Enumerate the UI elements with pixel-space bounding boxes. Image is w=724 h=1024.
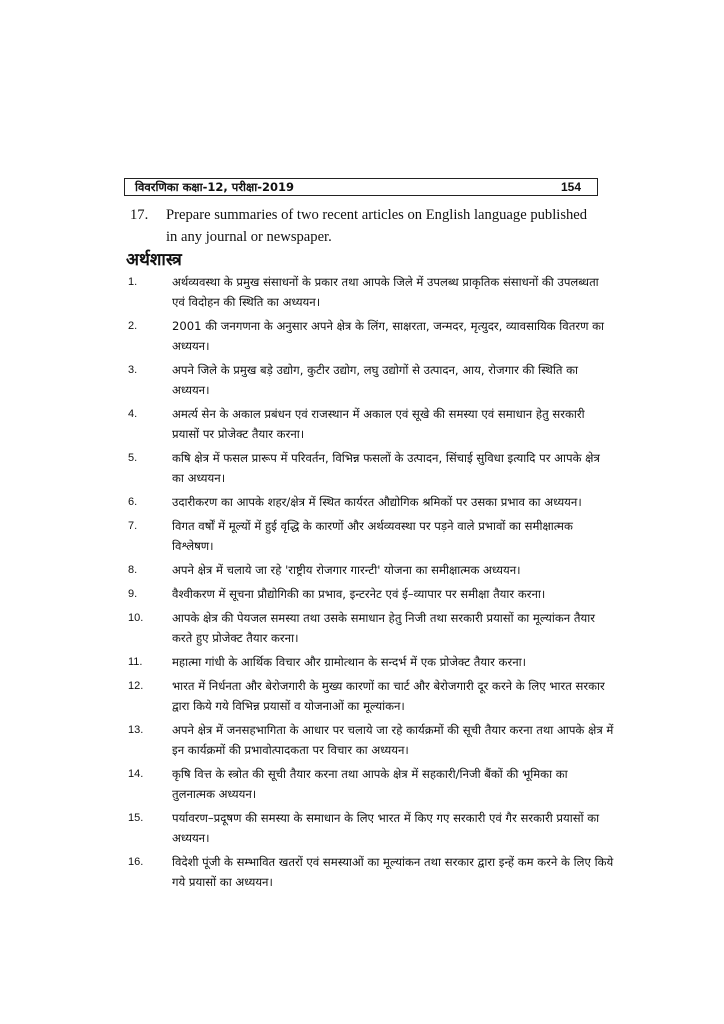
list-item: [128, 808, 614, 848]
question-text: पर्यावरण–प्रदूषण की समस्या के समाधान के लिए भारत में किए गए सरकारी एवं गैर सरकारी प्रयासों का अध्ययन।: [172, 811, 600, 845]
question-text: Prepare summaries of two recent articles on English language published in any journal or newspaper.: [166, 207, 588, 245]
question-number: 2.: [128, 320, 138, 332]
list-item: [128, 272, 614, 312]
question-text: अपने क्षेत्र में जनसहभागिता के आधार पर चलाये जा रहे कार्यक्रमों की सूची तैयार करना तथा आपके क्षेत्र में इन कार्यक्रमों की प्रभावोत्पादकता पर विचार का अध्ययन।: [172, 723, 614, 757]
question-number: 16.: [128, 856, 144, 868]
question-number: 9.: [128, 588, 138, 600]
question-list: [128, 272, 614, 896]
question-number: 8.: [128, 564, 138, 576]
question-text: कृषि वित्त के स्त्रोत की सूची तैयार करना तथा आपके क्षेत्र में सहकारी/निजी बैंकों की भूमिका का तुलनात्मक अध्ययन।: [172, 767, 568, 801]
question-text: कषि क्षेत्र में फसल प्रारूप में परिवर्तन, विभिन्न फसलों के उत्पादन, सिंचाई सुविधा इत्यादि पर आपके क्षेत्र का अध्ययन।: [172, 451, 600, 485]
question-number: 7.: [128, 520, 138, 532]
header-title: विवरणिका कक्षा-12, परीक्षा-2019: [135, 179, 294, 194]
english-question: [130, 204, 600, 248]
question-text: वैश्वीकरण में सूचना प्रौद्योगिकी का प्रभाव, इन्टरनेट एवं ई–व्यापार पर समीक्षा तैयार करना।: [172, 587, 546, 601]
list-item: [128, 764, 614, 804]
question-text: आपके क्षेत्र की पेयजल समस्या तथा उसके समाधान हेतु निजी तथा सरकारी प्रयासों का मूल्यांकन तैयार करते हुए प्रोजेक्ट तैयार करना।: [172, 611, 595, 645]
question-text: विदेशी पूंजी के सम्भावित खतरों एवं समस्याओं का मूल्यांकन तथा सरकार द्वारा इन्हें कम करने के लिए किये गये प्रयासों का अध्ययन।: [172, 855, 614, 889]
list-item: [128, 360, 614, 400]
list-item: [128, 316, 614, 356]
question-text: अर्थव्यवस्था के प्रमुख संसाधनों के प्रकार तथा आपके जिले में उपलब्ध प्राकृतिक संसाधनों की उपलब्धता एवं विदोहन की स्थिति का अध्ययन।: [172, 275, 599, 309]
list-item: [128, 608, 614, 648]
question-number: 5.: [128, 452, 138, 464]
list-item: [128, 676, 614, 716]
list-item: [128, 404, 614, 444]
question-text: 2001 की जनगणना के अनुसार अपने क्षेत्र के लिंग, साक्षरता, जन्मदर, मृत्युदर, व्यावसायिक वितरण का अध्ययन।: [172, 319, 605, 353]
question-number: 1.: [128, 276, 138, 288]
question-text: भारत में निर्धनता और बेरोजगारी के मुख्य कारणों का चार्ट और बेरोजगारी दूर करने के लिए भारत सरकार द्वारा किये गये विभिन्न प्रयासों व योजनाओं का मूल्यांकन।: [172, 679, 605, 713]
question-text: विगत वर्षों में मूल्यों में हुई वृद्धि के कारणों और अर्थव्यवस्था पर पड़ने वाले प्रभावों का समीक्षात्मक विश्लेषण।: [172, 519, 573, 553]
question-text: अमर्त्य सेन के अकाल प्रबंधन एवं राजस्थान में अकाल एवं सूखे की समस्या एवं समाधान हेतु सरकारी प्रयासों पर प्रोजेक्ट तैयार करना।: [172, 407, 585, 441]
question-text: महात्मा गांधी के आर्थिक विचार और ग्रामोत्थान के सन्दर्भ में एक प्रोजेक्ट तैयार करना।: [172, 655, 527, 669]
list-item: [128, 852, 614, 892]
question-number: 17.: [130, 207, 149, 223]
list-item: [128, 560, 614, 580]
question-text: उदारीकरण का आपके शहर/क्षेत्र में स्थित कार्यरत औद्योगिक श्रमिकों पर उसका प्रभाव का अध्ययन।: [172, 495, 582, 509]
list-item: [128, 492, 614, 512]
question-number: 15.: [128, 812, 144, 824]
question-number: 14.: [128, 768, 144, 780]
list-item: [128, 720, 614, 760]
list-item: [128, 448, 614, 488]
list-item: [128, 652, 614, 672]
question-number: 12.: [128, 680, 144, 692]
page-header: [124, 178, 598, 196]
question-number: 3.: [128, 364, 138, 376]
question-number: 11.: [128, 656, 143, 668]
list-item: [128, 584, 614, 604]
page-number: 154: [560, 180, 581, 194]
list-item: [128, 516, 614, 556]
question-text: अपने जिले के प्रमुख बड़े उद्योग, कुटीर उद्योग, लघु उद्योगों से उत्पादन, आय, रोजगार की स्थिति का अध्ययन।: [172, 363, 579, 397]
section-title: अर्थशास्त्र: [126, 250, 182, 270]
question-text: अपने क्षेत्र में चलाये जा रहे 'राष्ट्रीय रोजगार गारन्टी' योजना का समीक्षात्मक अध्ययन।: [172, 563, 521, 577]
question-number: 10.: [128, 612, 144, 624]
question-number: 13.: [128, 724, 144, 736]
question-number: 6.: [128, 496, 138, 508]
question-number: 4.: [128, 408, 138, 420]
